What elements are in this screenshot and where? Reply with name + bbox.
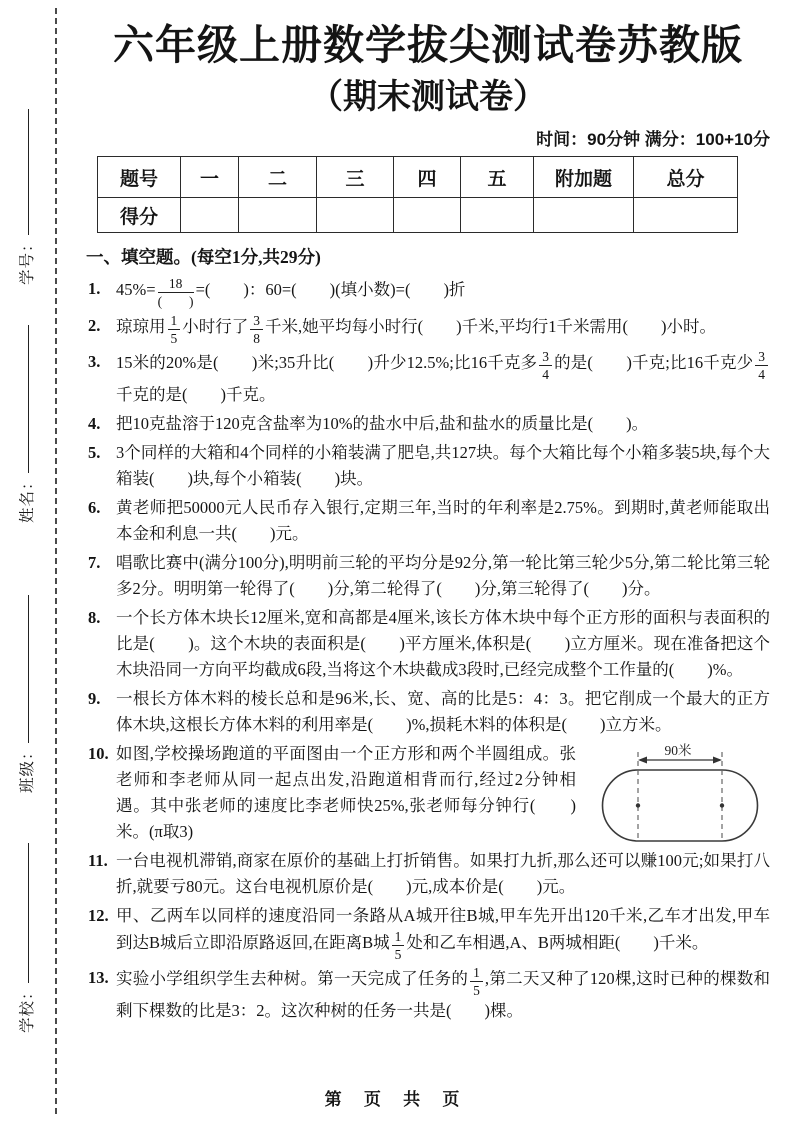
- score-cell-empty: [394, 198, 461, 233]
- student-class-field: [15, 595, 37, 793]
- question-number: 10.: [88, 743, 109, 763]
- fraction: $\frac{1}{5}$: [168, 313, 181, 346]
- question-item-11: [86, 848, 770, 900]
- question-number: 6.: [88, 497, 101, 517]
- question-number: 1.: [88, 279, 101, 299]
- student-id-blank-line: [26, 109, 29, 235]
- question-text: 一根长方体木料的棱长总和是96米,长、宽、高的比是5：4：3。把它削成一个最大的正方体木块,这根长方体木料的利用率是( )%,损耗木料的体积是( )立方米。: [116, 688, 770, 734]
- footer-page-number: 第 页 共 页: [324, 1090, 469, 1109]
- question-text: 黄老师把50000元人民币存入银行,定期三年,当时的年利率是2.75%。到期时,黄老师能取出本金和利息一共( )元。: [116, 497, 770, 543]
- section-one-heading: 一、填空题。(每空1分,共29分): [86, 247, 321, 268]
- student-school-label: 学校：: [19, 983, 36, 1033]
- question-number: 12.: [88, 905, 109, 925]
- student-name-blank-line: [26, 325, 29, 473]
- student-name-field: [15, 325, 37, 523]
- score-cell-empty: [461, 198, 534, 233]
- score-cell-empty: [239, 198, 317, 233]
- score-table-header-cell: 附加题: [534, 157, 634, 198]
- score-table-score-row: [98, 198, 738, 233]
- question-number: 2.: [88, 315, 101, 335]
- question-number: 3.: [88, 351, 101, 371]
- question-item-2: [86, 313, 770, 346]
- student-id-field: [15, 109, 37, 285]
- fraction: $\frac{1}{5}$: [392, 929, 405, 962]
- question-number: 9.: [88, 688, 101, 708]
- question-number: 5.: [88, 442, 101, 462]
- question-item-12: [86, 903, 770, 962]
- score-table-header-cell: 五: [461, 157, 534, 198]
- arrowhead-right: [713, 756, 722, 763]
- margin-dashed-divider: [55, 8, 57, 1114]
- question-item-3: [86, 349, 770, 408]
- question-text: 把10克盐溶于120克含盐率为10%的盐水中后,盐和盐水的质量比是( )。: [116, 413, 649, 433]
- question-number: 11.: [88, 850, 108, 870]
- score-table-header-cell: 总分: [634, 157, 738, 198]
- fraction: $\frac{3}{4}$: [755, 349, 768, 382]
- question-text: 甲、乙两车以同样的速度沿同一条路从A城开往B城,甲车先开出120千米,乙车才出发,甲车到达B城后立即沿原路返回,在距离B城 $\frac{1}{5}$ 处和乙车相遇,A、B两城相距( )千米。: [116, 905, 770, 963]
- student-school-blank-line: [26, 843, 29, 983]
- score-row-label: 得分: [98, 198, 181, 233]
- question-number: 8.: [88, 607, 101, 627]
- question-number: 4.: [88, 413, 101, 433]
- question-text: 一台电视机滞销,商家在原价的基础上打折销售。如果打九折,那么还可以赚100元;如果打八折,就要亏80元。这台电视机原价是( )元,成本价是( )元。: [116, 850, 770, 896]
- right-center-dot: [720, 803, 724, 807]
- fraction: $\frac{1}{5}$: [470, 965, 483, 998]
- fraction: $\frac{3}{4}$: [539, 349, 552, 382]
- question-item-9: [86, 686, 770, 738]
- student-class-blank-line: [26, 595, 29, 743]
- question-text: 实验小学组织学生去种树。第一天完成了任务的 $\frac{1}{5}$ ,第二天又种了120棵,这时已种的棵数和剩下棵数的比是3：2。这次种树的任务一共是( )棵。: [116, 965, 771, 1021]
- student-school-field: [15, 843, 37, 1033]
- score-table-header-cell: 四: [394, 157, 461, 198]
- question-text: 15米的20%是( )米;35升比( )升少12.5%;比16千克多 $\frac{3}{4}$ 的是( )千克;比16千克少 $\frac{3}{4}$ 千克的是( )千克。: [116, 353, 770, 404]
- question-item-1: [86, 276, 770, 309]
- question-list: [86, 276, 770, 1024]
- score-table-corner-cell: 题号: [98, 157, 181, 198]
- question-item-13: [86, 965, 770, 1024]
- question-text: 唱歌比赛中(满分100分),明明前三轮的平均分是92分,第一轮比第三轮少5分,第二轮比第三轮多2分。明明第一轮得了( )分,第二轮得了( )分,第三轮得了( )分。: [116, 552, 770, 598]
- question-item-7: [86, 550, 770, 602]
- question-text: 90米 如图,学校操场跑道的平面图由一个正方形和两个半圆组成。张老师和李老师从同一起点出发,沿跑道相背而行,经过2分钟相遇。其中张老师的速度比李老师快25%,张老师每分钟行( )米。(π取3): [116, 744, 576, 841]
- exam-time-score-info: 时间：90分钟 满分：100+10分: [536, 129, 770, 149]
- track-outline: [603, 770, 758, 841]
- question-number: 7.: [88, 552, 101, 572]
- question-item-6: [86, 495, 770, 547]
- question-item-8: [86, 605, 770, 683]
- question-item-4: [86, 411, 770, 437]
- score-table-header-cell: 三: [317, 157, 394, 198]
- score-table-header-row: [98, 157, 738, 198]
- score-cell-empty: [634, 198, 738, 233]
- score-table-header-cell: 二: [239, 157, 317, 198]
- score-cell-empty: [181, 198, 239, 233]
- student-id-label: 学号：: [19, 235, 36, 285]
- fraction: $\frac{18}{( )}$: [157, 276, 194, 310]
- question-item-10: [86, 741, 770, 845]
- question-text: 3个同样的大箱和4个同样的小箱装满了肥皂,共127块。每个大箱比每个小箱多装5块,每个大箱装( )块,每个小箱装( )块。: [116, 442, 770, 488]
- paper-content: [86, 0, 770, 1027]
- score-table: [97, 156, 738, 233]
- track-diagram: [588, 743, 770, 843]
- score-cell-empty: [317, 198, 394, 233]
- question-text: 一个长方体木块长12厘米,宽和高都是4厘米,该长方体木块中每个正方形的面积与表面积的比是( )。这个木块的表面积是( )平方厘米,体积是( )立方厘米。现在准备把这个木块沿同一方向平均截成6段,当将这个木块截成3段时,已经完成整个工作量的( )%。: [116, 607, 770, 679]
- question-item-5: [86, 440, 770, 492]
- score-cell-empty: [534, 198, 634, 233]
- left-center-dot: [636, 803, 640, 807]
- student-class-label: 班级：: [19, 743, 36, 793]
- score-table-header-cell: 一: [181, 157, 239, 198]
- student-name-label: 姓名：: [19, 473, 36, 523]
- question-number: 13.: [88, 968, 109, 988]
- paper-title: 六年级上册数学拔尖测试卷苏教版: [113, 22, 743, 68]
- fraction: $\frac{3}{8}$: [250, 313, 263, 346]
- question-text: 45%= $\frac{18}{( )}$ =( )：60=( )(填小数)=( )折: [116, 276, 466, 310]
- paper-subtitle: （期末测试卷）: [309, 78, 547, 117]
- question-text: 琼琼用 $\frac{1}{5}$ 小时行了 $\frac{3}{8}$ 千米,她平均每小时行( )千米,平均行1千米需用( )小时。: [116, 312, 716, 346]
- arrowhead-left: [638, 756, 647, 763]
- track-width-label: 90米: [664, 742, 692, 758]
